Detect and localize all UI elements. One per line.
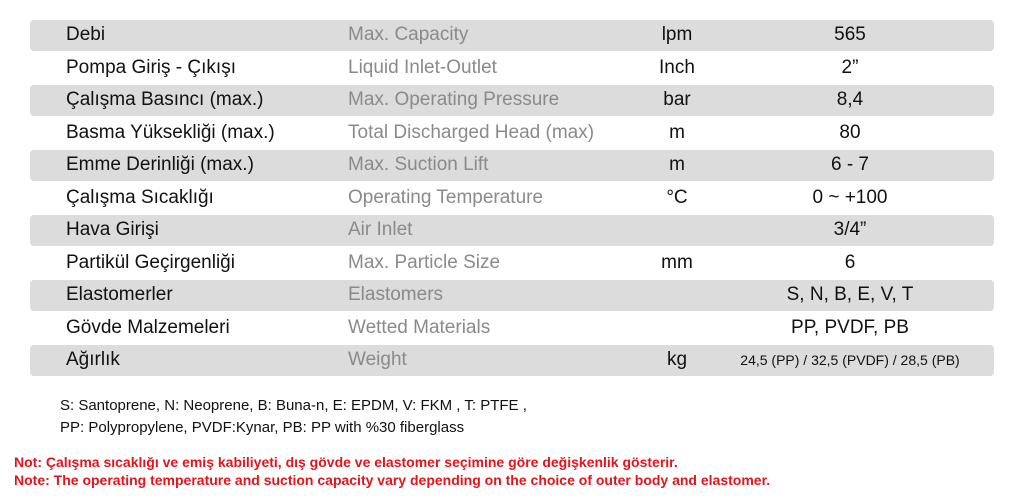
spec-unit: lpm: [661, 24, 693, 46]
note-turkish: Not: Çalışma sıcaklığı ve emiş kabiliyeti, dış gövde ve elastomer seçimine göre değişkenlik gösterir.: [14, 454, 678, 470]
spec-value: 8,4: [836, 89, 864, 111]
spec-row-head: [30, 118, 994, 149]
spec-label-tr: Gövde Malzemeleri: [66, 316, 230, 338]
spec-label-en: Wetted Materials: [348, 316, 491, 338]
spec-value: S, N, B, E, V, T: [786, 284, 914, 306]
spec-label-en: Max. Particle Size: [348, 251, 501, 273]
spec-row-elastomers: [30, 280, 994, 311]
spec-label-tr: Basma Yüksekliği (max.): [66, 121, 275, 143]
spec-row-air-inlet: [30, 215, 994, 246]
spec-row-pressure: [30, 85, 994, 116]
spec-label-en: Air Inlet: [348, 219, 413, 241]
spec-unit: mm: [661, 251, 693, 273]
spec-row-wetted-materials: [30, 313, 994, 344]
spec-label-tr: Partikül Geçirgenliği: [66, 251, 235, 273]
spec-label-en: Liquid Inlet-Outlet: [348, 56, 497, 78]
spec-unit: m: [669, 121, 685, 143]
spec-value: 0 ~ +100: [812, 186, 888, 208]
spec-unit: m: [669, 154, 685, 176]
spec-label-en: Max. Operating Pressure: [348, 89, 560, 111]
spec-label-tr: Hava Girişi: [66, 219, 159, 241]
spec-value: 2”: [841, 56, 859, 78]
spec-value: 565: [834, 24, 866, 46]
spec-value: 80: [839, 121, 861, 143]
spec-label-tr: Debi: [66, 24, 106, 46]
spec-label-tr: Çalışma Sıcaklığı: [66, 186, 214, 208]
spec-value: 6 - 7: [830, 154, 870, 176]
spec-label-tr: Çalışma Basıncı (max.): [66, 89, 264, 111]
spec-value: 24,5 (PP) / 32,5 (PVDF) / 28,5 (PB): [740, 352, 960, 369]
material-legend-line: PP: Polypropylene, PVDF:Kynar, PB: PP with %30 fiberglass: [60, 419, 465, 436]
spec-label-en: Max. Capacity: [348, 24, 469, 46]
spec-unit: Inch: [659, 56, 695, 78]
spec-table: [30, 20, 994, 378]
spec-row-particle-size: [30, 248, 994, 279]
operating-notes: [14, 453, 770, 489]
spec-label-en: Total Discharged Head (max): [348, 121, 595, 143]
spec-label-tr: Emme Derinliği (max.): [66, 154, 254, 176]
spec-label-en: Operating Temperature: [348, 186, 544, 208]
spec-value: 3/4”: [833, 219, 867, 241]
spec-row-weight: [30, 345, 994, 376]
spec-row-temperature: [30, 183, 994, 214]
spec-row-capacity: [30, 20, 994, 51]
spec-label-tr: Elastomerler: [66, 284, 173, 306]
spec-label-en: Max. Suction Lift: [348, 154, 489, 176]
spec-label-en: Weight: [348, 349, 407, 371]
spec-label-tr: Pompa Giriş - Çıkışı: [66, 56, 236, 78]
spec-label-en: Elastomers: [348, 284, 444, 306]
elastomer-legend-line: S: Santoprene, N: Neoprene, B: Buna-n, E: EPDM, V: FKM , T: PTFE ,: [60, 397, 527, 414]
spec-unit: kg: [666, 349, 688, 371]
spec-value: 6: [844, 251, 856, 273]
spec-value: PP, PVDF, PB: [791, 316, 909, 338]
spec-label-tr: Ağırlık: [66, 349, 120, 371]
spec-row-inlet-outlet: [30, 53, 994, 84]
spec-row-suction-lift: [30, 150, 994, 181]
note-english: Note: The operating temperature and suction capacity vary depending on the choice of outer body and elastomer.: [14, 472, 771, 488]
spec-unit: bar: [663, 89, 691, 111]
material-legend: [60, 395, 527, 439]
spec-unit: °C: [666, 186, 688, 208]
